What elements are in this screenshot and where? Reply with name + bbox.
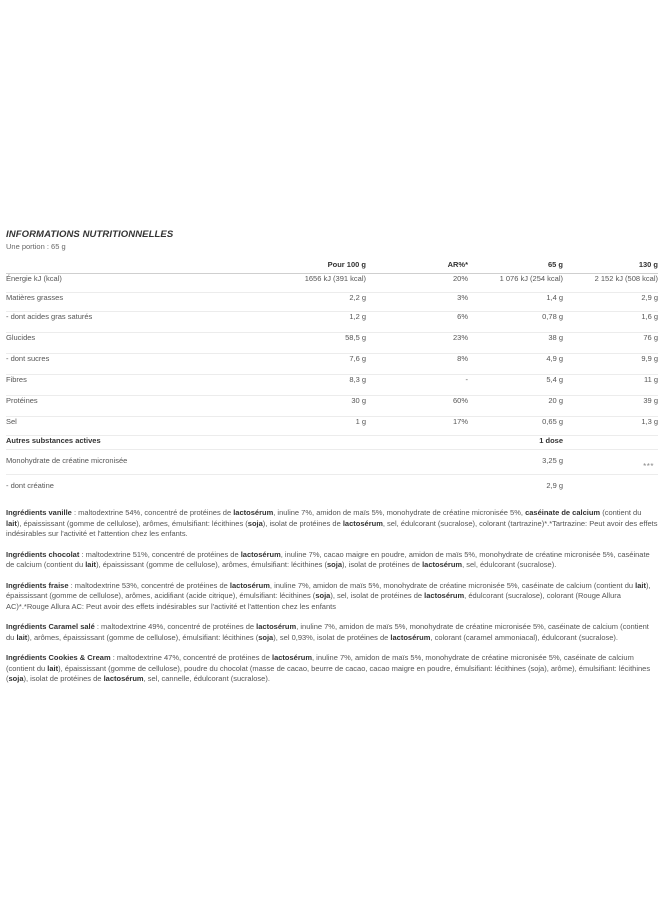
value-ar: 3%	[366, 293, 468, 312]
column-header: 130 g	[563, 260, 658, 274]
value-dose: 3,25 g	[468, 450, 563, 475]
ingredients-text: , inuline 7%, amidon de maïs 5%, monohydrate de créatine micronisée 5%, caséinate de calcium (contient du	[6, 653, 634, 673]
row-label: - dont acides gras saturés	[6, 312, 186, 333]
allergen: lactosérum	[422, 560, 463, 569]
ingredients-label: Ingrédients fraise	[6, 580, 69, 590]
ingredients-text: : maltodextrine 49%, concentré de protéines de	[94, 622, 257, 631]
row-label: Monohydrate de créatine micronisée	[6, 450, 186, 475]
table-header-row	[6, 260, 658, 274]
value-65g: 1,4 g	[468, 293, 563, 312]
row-label: Sel	[6, 417, 186, 436]
value-100g: 2,2 g	[186, 293, 366, 312]
ingredients-text: ), sel 0,93%, isolat de protéines de	[273, 632, 391, 642]
table-row	[6, 354, 658, 375]
table-row	[6, 417, 658, 436]
ingredients-salted-caramel	[6, 622, 658, 643]
ingredients-text: , sel, édulcorant (sucralose).	[462, 560, 557, 569]
table-row	[6, 293, 658, 312]
footnote-marker: ***	[643, 462, 654, 471]
value-130g: 76 g	[563, 333, 658, 354]
table-row	[6, 396, 658, 417]
value-65g: 38 g	[468, 333, 563, 354]
ingredients-text: : maltodextrine 51%, concentré de protéines de	[79, 549, 241, 559]
ingredients-label: Ingrédients chocolat	[6, 549, 80, 559]
allergen: lactosérum	[424, 591, 465, 600]
value-ar: 20%	[452, 274, 468, 283]
value-100g: 7,6 g	[186, 354, 366, 375]
row-label: Énergie kJ (kcal)	[6, 274, 62, 283]
column-header: Pour 100 g	[186, 260, 366, 274]
row-label: Fibres	[6, 375, 186, 396]
ingredients-section	[6, 508, 658, 685]
allergen: soja	[315, 591, 331, 600]
table-row	[6, 375, 658, 396]
section-title: INFORMATIONS NUTRITIONNELLES	[6, 229, 174, 240]
row-label: Matières grasses	[6, 293, 186, 312]
value-ar: 23%	[366, 333, 468, 354]
value-100g: 1,2 g	[186, 312, 366, 333]
ingredients-text: , inuline 7%, amidon de maïs 5%, monohydrate de créatine micronisée 5%, caséinate de calcium (contient du	[6, 622, 649, 642]
allergen: soja	[247, 518, 263, 528]
allergen: lactosérum	[271, 653, 313, 662]
value-130g: 39 g	[563, 396, 658, 417]
value-65g: 20 g	[468, 396, 563, 417]
allergen: lactosérum	[256, 622, 297, 631]
ingredients-text: ), isolat de protéines de	[262, 518, 343, 528]
value-130g: 11 g	[563, 375, 658, 396]
row-label: Glucides	[6, 333, 186, 354]
ingredients-text: , sel, édulcorant (sucralose), colorant (tartrazine)*.*Tartrazine: Peut avoir des effets indésirables sur l'activité et l'attention chez les enfants.	[6, 518, 658, 538]
value-100g: 30 g	[186, 396, 366, 417]
portion-size: Une portion : 65 g	[6, 242, 66, 251]
value-65g: 0,78 g	[468, 312, 563, 333]
allergen: lactosérum	[103, 674, 144, 683]
ingredients-text: : maltodextrine 53%, concentré de protéines de	[68, 580, 230, 590]
allergen: caséinate de calcium	[525, 508, 601, 517]
value-100g: 58,5 g	[186, 333, 366, 354]
allergen: lactosérum	[233, 508, 274, 517]
value-65g: 4,9 g	[468, 354, 563, 375]
allergen: soja	[327, 560, 343, 569]
ingredients-text: ), épaississant (gomme de cellulose), arômes, émulsifiant: lécithines (	[96, 560, 327, 569]
value-ar: 6%	[366, 312, 468, 333]
value-ar: -	[366, 375, 468, 396]
value-100g: 1656 kJ (391 kcal)	[304, 274, 366, 283]
ingredients-text: ), épaississant (gomme de cellulose), arômes, émulsifiant: lécithines (	[16, 518, 248, 528]
ingredients-text: , inuline 7%, amidon de maïs 5%, monohydrate de créatine micronisée 5%, caséinate de calcium (contient du	[269, 580, 636, 590]
allergen: lait	[16, 632, 28, 642]
ingredients-text: ), sel, isolat de protéines de	[330, 591, 425, 600]
allergen: lactosérum	[240, 549, 281, 559]
allergen: lait	[635, 580, 646, 590]
ingredients-text: : maltodextrine 47%, concentré de protéines de	[110, 653, 272, 662]
value-130g: 1,3 g	[563, 417, 658, 436]
value-100g: 1 g	[186, 417, 366, 436]
value-130g: 9,9 g	[563, 354, 658, 375]
column-header: AR%*	[366, 260, 468, 274]
allergen: lait	[6, 518, 17, 528]
value-ar: 8%	[366, 354, 468, 375]
allergen: lait	[85, 560, 97, 569]
active-substances-title: Autres substances actives	[6, 436, 186, 450]
allergen: lactosérum	[390, 632, 431, 642]
ingredients-text: ), arômes, épaississant (gomme de cellulose), émulsifiant: lécithines (	[27, 632, 259, 642]
dose-column-header: 1 dose	[468, 436, 563, 450]
active-substances-header-row	[6, 436, 658, 450]
row-label: Protéines	[6, 396, 186, 417]
nutrition-sheet	[6, 229, 656, 695]
ingredients-text: , colorant (caramel ammoniacal), édulcorant (sucralose).	[430, 632, 618, 642]
nutrition-table	[6, 260, 658, 499]
table-row	[6, 333, 658, 354]
value-130g: 2 152 kJ (508 kcal)	[594, 274, 658, 283]
ingredients-text: , inuline 7%, amidon de maïs 5%, monohydrate de créatine micronisée 5%,	[273, 508, 526, 517]
allergen: lactosérum	[229, 580, 270, 590]
ingredients-text: (contient du	[600, 508, 642, 517]
ingredients-text: : maltodextrine 54%, concentré de protéines de	[71, 508, 234, 517]
value-65g: 0,65 g	[468, 417, 563, 436]
allergen: soja	[8, 674, 24, 683]
value-65g: 5,4 g	[468, 375, 563, 396]
row-label: - dont sucres	[6, 354, 186, 375]
value-ar: 60%	[366, 396, 468, 417]
ingredients-text: ), épaississant (gomme de cellulose), arômes, acidifiant (acide citrique), émulsifiant: lécithines (	[6, 580, 651, 600]
value-65g: 1 076 kJ (254 kcal)	[499, 274, 563, 283]
allergen: soja	[258, 632, 274, 642]
ingredients-cookies-cream	[6, 653, 658, 685]
ingredients-text: , sel, cannelle, édulcorant (sucralose).	[143, 674, 270, 683]
allergen: lactosérum	[342, 518, 383, 528]
allergen: lait	[47, 663, 59, 673]
table-row	[6, 475, 658, 500]
ingredients-strawberry	[6, 581, 658, 613]
ingredients-text: , inuline 7%, cacao maigre en poudre, amidon de maïs 5%, monohydrate de créatine micronisée 5%, caséinate de calcium (contient du	[6, 549, 650, 569]
row-label: - dont créatine	[6, 475, 186, 500]
table-row	[6, 450, 658, 475]
value-100g: 8,3 g	[186, 375, 366, 396]
ingredients-vanilla	[6, 508, 658, 540]
value-dose: 2,9 g	[468, 475, 563, 500]
ingredients-text: , édulcorant (sucralose), colorant (Rouge Allura AC)*.*Rouge Allura AC: Peut avoir des effets indésirables sur l'activité et l'attention chez les enfants	[6, 591, 621, 611]
ingredients-chocolate	[6, 550, 658, 571]
ingredients-text: ), isolat de protéines de	[23, 674, 104, 683]
value-130g: 2,9 g	[563, 293, 658, 312]
column-header	[6, 260, 186, 274]
table-row	[6, 312, 658, 333]
column-header: 65 g	[468, 260, 563, 274]
ingredients-label: Ingrédients Cookies & Cream	[6, 653, 111, 662]
ingredients-label: Ingrédients Caramel salé	[6, 622, 95, 631]
value-ar: 17%	[366, 417, 468, 436]
ingredients-text: ), épaississant (gomme de cellulose), poudre du chocolat (masse de cacao, beurre de cacao, cacao maigre en poudre, émulsifiant: lécithines (soja), arôme), émulsifiant: lécithines (	[6, 663, 651, 683]
value-130g: 1,6 g	[563, 312, 658, 333]
ingredients-label: Ingrédients vanille	[6, 508, 72, 517]
ingredients-text: ), isolat de protéines de	[342, 560, 423, 569]
table-row	[6, 274, 658, 293]
